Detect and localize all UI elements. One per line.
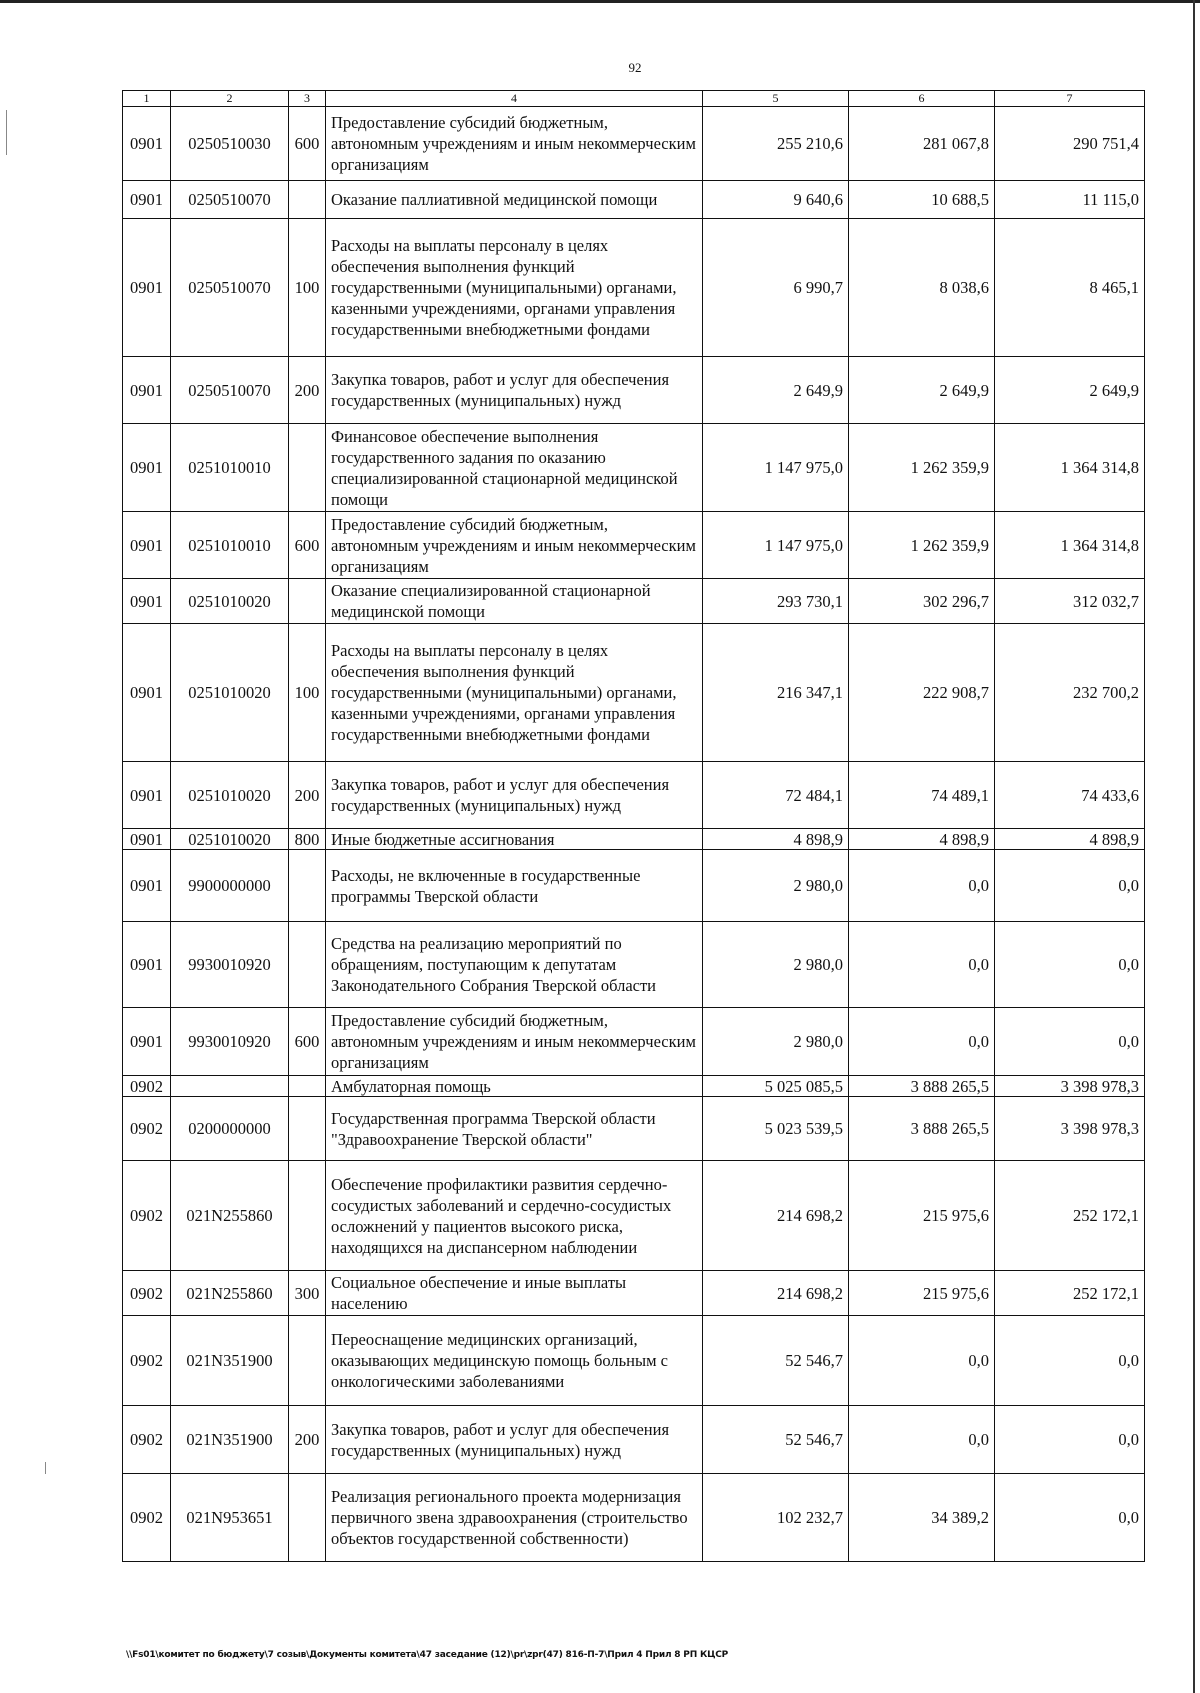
cell-amount-col7: 252 172,1 [995,1271,1145,1316]
cell-name: Расходы на выплаты персоналу в целях обеспечения выполнения функций государственными (муниципальными) органами, казенными учреждениями, органами управления государственными внебюджетными фондами [326,624,703,762]
cell-target-article: 0251010020 [171,579,289,624]
column-header: 4 [326,91,703,107]
cell-name: Закупка товаров, работ и услуг для обеспечения государственных (муниципальных) нужд [326,762,703,829]
cell-name: Закупка товаров, работ и услуг для обеспечения государственных (муниципальных) нужд [326,357,703,424]
cell-amount-col7: 11 115,0 [995,181,1145,219]
cell-amount-col5: 52 546,7 [703,1316,849,1406]
cell-amount-col5: 72 484,1 [703,762,849,829]
cell-section: 0902 [123,1271,171,1316]
cell-target-article: 0251010020 [171,624,289,762]
cell-expense-type: 200 [289,762,326,829]
table-row [123,762,1145,829]
cell-expense-type: 100 [289,219,326,357]
cell-amount-col7: 1 364 314,8 [995,512,1145,579]
column-header-row [123,91,1145,107]
cell-target-article: 021N953651 [171,1474,289,1562]
cell-amount-col6: 1 262 359,9 [849,424,995,512]
table-row [123,1271,1145,1316]
cell-section: 0901 [123,579,171,624]
cell-amount-col7: 1 364 314,8 [995,424,1145,512]
cell-amount-col7: 3 398 978,3 [995,1097,1145,1161]
cell-expense-type [289,1097,326,1161]
cell-amount-col5: 6 990,7 [703,219,849,357]
table-row [123,579,1145,624]
cell-section: 0902 [123,1406,171,1474]
cell-section: 0901 [123,181,171,219]
cell-target-article: 0251010010 [171,512,289,579]
column-header: 7 [995,91,1145,107]
table-row [123,1161,1145,1271]
cell-amount-col7: 252 172,1 [995,1161,1145,1271]
cell-section: 0902 [123,1076,171,1097]
cell-expense-type: 200 [289,1406,326,1474]
cell-amount-col5: 2 980,0 [703,850,849,922]
cell-target-article: 0251010020 [171,829,289,850]
cell-amount-col5: 216 347,1 [703,624,849,762]
cell-amount-col5: 1 147 975,0 [703,512,849,579]
cell-amount-col7: 0,0 [995,1406,1145,1474]
table-row [123,1406,1145,1474]
table-row [123,850,1145,922]
cell-amount-col6: 34 389,2 [849,1474,995,1562]
cell-expense-type [289,579,326,624]
cell-amount-col7: 74 433,6 [995,762,1145,829]
cell-amount-col6: 222 908,7 [849,624,995,762]
cell-amount-col6: 215 975,6 [849,1161,995,1271]
cell-amount-col7: 0,0 [995,922,1145,1008]
cell-expense-type [289,850,326,922]
cell-name: Обеспечение профилактики развития сердечно-сосудистых заболеваний и сердечно-сосудистых осложнений у пациентов высокого риска, находящихся на диспансерном наблюдении [326,1161,703,1271]
cell-name: Реализация регионального проекта модернизация первичного звена здравоохранения (строительство объектов государственной собственности) [326,1474,703,1562]
cell-section: 0902 [123,1474,171,1562]
cell-amount-col5: 214 698,2 [703,1271,849,1316]
cell-amount-col6: 215 975,6 [849,1271,995,1316]
cell-section: 0901 [123,829,171,850]
cell-target-article: 0250510070 [171,181,289,219]
table-row [123,181,1145,219]
cell-name: Предоставление субсидий бюджетным, автономным учреждениям и иным некоммерческим организациям [326,512,703,579]
cell-expense-type [289,424,326,512]
cell-section: 0902 [123,1097,171,1161]
cell-name: Социальное обеспечение и иные выплаты населению [326,1271,703,1316]
cell-amount-col7: 0,0 [995,1316,1145,1406]
table-row [123,1008,1145,1076]
cell-expense-type [289,1161,326,1271]
column-header: 6 [849,91,995,107]
cell-amount-col6: 4 898,9 [849,829,995,850]
column-header: 1 [123,91,171,107]
page-right-border [1193,0,1195,1693]
table-row [123,357,1145,424]
cell-expense-type: 600 [289,107,326,181]
cell-name: Предоставление субсидий бюджетным, автономным учреждениям и иным некоммерческим организациям [326,107,703,181]
cell-section: 0901 [123,424,171,512]
cell-amount-col7: 8 465,1 [995,219,1145,357]
cell-expense-type [289,922,326,1008]
cell-target-article: 0250510030 [171,107,289,181]
cell-amount-col7: 232 700,2 [995,624,1145,762]
cell-section: 0901 [123,850,171,922]
cell-name: Государственная программа Тверской области "Здравоохранение Тверской области" [326,1097,703,1161]
cell-amount-col7: 0,0 [995,1008,1145,1076]
cell-expense-type: 800 [289,829,326,850]
cell-amount-col7: 3 398 978,3 [995,1076,1145,1097]
cell-section: 0901 [123,107,171,181]
table-row [123,107,1145,181]
cell-target-article: 0251010020 [171,762,289,829]
cell-name: Оказание специализированной стационарной медицинской помощи [326,579,703,624]
table-row [123,219,1145,357]
cell-section: 0901 [123,624,171,762]
cell-expense-type [289,1316,326,1406]
cell-section: 0901 [123,512,171,579]
cell-target-article: 021N351900 [171,1316,289,1406]
cell-amount-col7: 0,0 [995,1474,1145,1562]
cell-expense-type: 600 [289,1008,326,1076]
cell-amount-col6: 8 038,6 [849,219,995,357]
cell-name: Оказание паллиативной медицинской помощи [326,181,703,219]
cell-amount-col6: 0,0 [849,1316,995,1406]
scan-artifact [45,1462,46,1474]
cell-target-article: 0200000000 [171,1097,289,1161]
cell-amount-col6: 0,0 [849,850,995,922]
cell-amount-col5: 102 232,7 [703,1474,849,1562]
cell-section: 0901 [123,219,171,357]
table-row [123,1316,1145,1406]
page-top-border [0,0,1200,3]
cell-amount-col6: 281 067,8 [849,107,995,181]
table-row [123,922,1145,1008]
cell-name: Иные бюджетные ассигнования [326,829,703,850]
cell-name: Предоставление субсидий бюджетным, автономным учреждениям и иным некоммерческим организациям [326,1008,703,1076]
table-row [123,1076,1145,1097]
cell-amount-col5: 214 698,2 [703,1161,849,1271]
cell-target-article: 021N255860 [171,1271,289,1316]
cell-name: Закупка товаров, работ и услуг для обеспечения государственных (муниципальных) нужд [326,1406,703,1474]
cell-amount-col5: 2 980,0 [703,922,849,1008]
cell-amount-col5: 2 649,9 [703,357,849,424]
cell-amount-col7: 290 751,4 [995,107,1145,181]
page-number: 92 [628,60,642,75]
cell-name: Амбулаторная помощь [326,1076,703,1097]
table-row [123,424,1145,512]
cell-target-article: 021N351900 [171,1406,289,1474]
cell-amount-col7: 4 898,9 [995,829,1145,850]
cell-target-article: 0251010010 [171,424,289,512]
cell-name: Финансовое обеспечение выполнения государственного задания по оказанию специализированной стационарной медицинской помощи [326,424,703,512]
budget-table [122,90,1145,1562]
cell-target-article: 0250510070 [171,219,289,357]
cell-amount-col5: 1 147 975,0 [703,424,849,512]
cell-amount-col5: 4 898,9 [703,829,849,850]
cell-name: Расходы на выплаты персоналу в целях обеспечения выполнения функций государственными (муниципальными) органами, казенными учреждениями, органами управления государственными внебюджетными фондами [326,219,703,357]
cell-amount-col6: 2 649,9 [849,357,995,424]
cell-amount-col6: 302 296,7 [849,579,995,624]
cell-expense-type [289,181,326,219]
table-row [123,1474,1145,1562]
cell-amount-col5: 293 730,1 [703,579,849,624]
cell-amount-col6: 1 262 359,9 [849,512,995,579]
cell-name: Средства на реализацию мероприятий по обращениям, поступающим к депутатам Законодательного Собрания Тверской области [326,922,703,1008]
cell-target-article: 9930010920 [171,922,289,1008]
column-header: 3 [289,91,326,107]
cell-amount-col5: 5 023 539,5 [703,1097,849,1161]
cell-amount-col5: 255 210,6 [703,107,849,181]
cell-section: 0901 [123,922,171,1008]
cell-expense-type: 300 [289,1271,326,1316]
cell-expense-type: 600 [289,512,326,579]
cell-amount-col6: 0,0 [849,922,995,1008]
scan-artifact [6,110,7,155]
cell-target-article: 9930010920 [171,1008,289,1076]
table-row [123,624,1145,762]
cell-target-article: 021N255860 [171,1161,289,1271]
cell-amount-col5: 2 980,0 [703,1008,849,1076]
table-row [123,829,1145,850]
cell-amount-col6: 0,0 [849,1406,995,1474]
cell-amount-col6: 74 489,1 [849,762,995,829]
cell-expense-type [289,1076,326,1097]
cell-amount-col5: 52 546,7 [703,1406,849,1474]
cell-amount-col6: 10 688,5 [849,181,995,219]
cell-name: Расходы, не включенные в государственные программы Тверской области [326,850,703,922]
table-row [123,512,1145,579]
cell-amount-col7: 312 032,7 [995,579,1145,624]
cell-amount-col6: 0,0 [849,1008,995,1076]
cell-target-article: 9900000000 [171,850,289,922]
table-row [123,1097,1145,1161]
cell-amount-col5: 9 640,6 [703,181,849,219]
cell-section: 0901 [123,762,171,829]
column-header: 5 [703,91,849,107]
cell-target-article [171,1076,289,1097]
cell-expense-type: 200 [289,357,326,424]
cell-section: 0902 [123,1316,171,1406]
cell-section: 0901 [123,1008,171,1076]
cell-expense-type [289,1474,326,1562]
cell-section: 0901 [123,357,171,424]
footer-file-path: \\Fs01\комитет по бюджету\7 созыв\Документы комитета\47 заседание (12)\pr\zpr(47) 816-П-7\Прил 4 Прил 8 РП КЦСР [126,1650,729,1660]
column-header: 2 [171,91,289,107]
cell-amount-col7: 2 649,9 [995,357,1145,424]
cell-section: 0902 [123,1161,171,1271]
cell-expense-type: 100 [289,624,326,762]
cell-amount-col6: 3 888 265,5 [849,1097,995,1161]
cell-name: Переоснащение медицинских организаций, оказывающих медицинскую помощь больным с онкологическими заболеваниями [326,1316,703,1406]
cell-target-article: 0250510070 [171,357,289,424]
cell-amount-col6: 3 888 265,5 [849,1076,995,1097]
cell-amount-col7: 0,0 [995,850,1145,922]
cell-amount-col5: 5 025 085,5 [703,1076,849,1097]
